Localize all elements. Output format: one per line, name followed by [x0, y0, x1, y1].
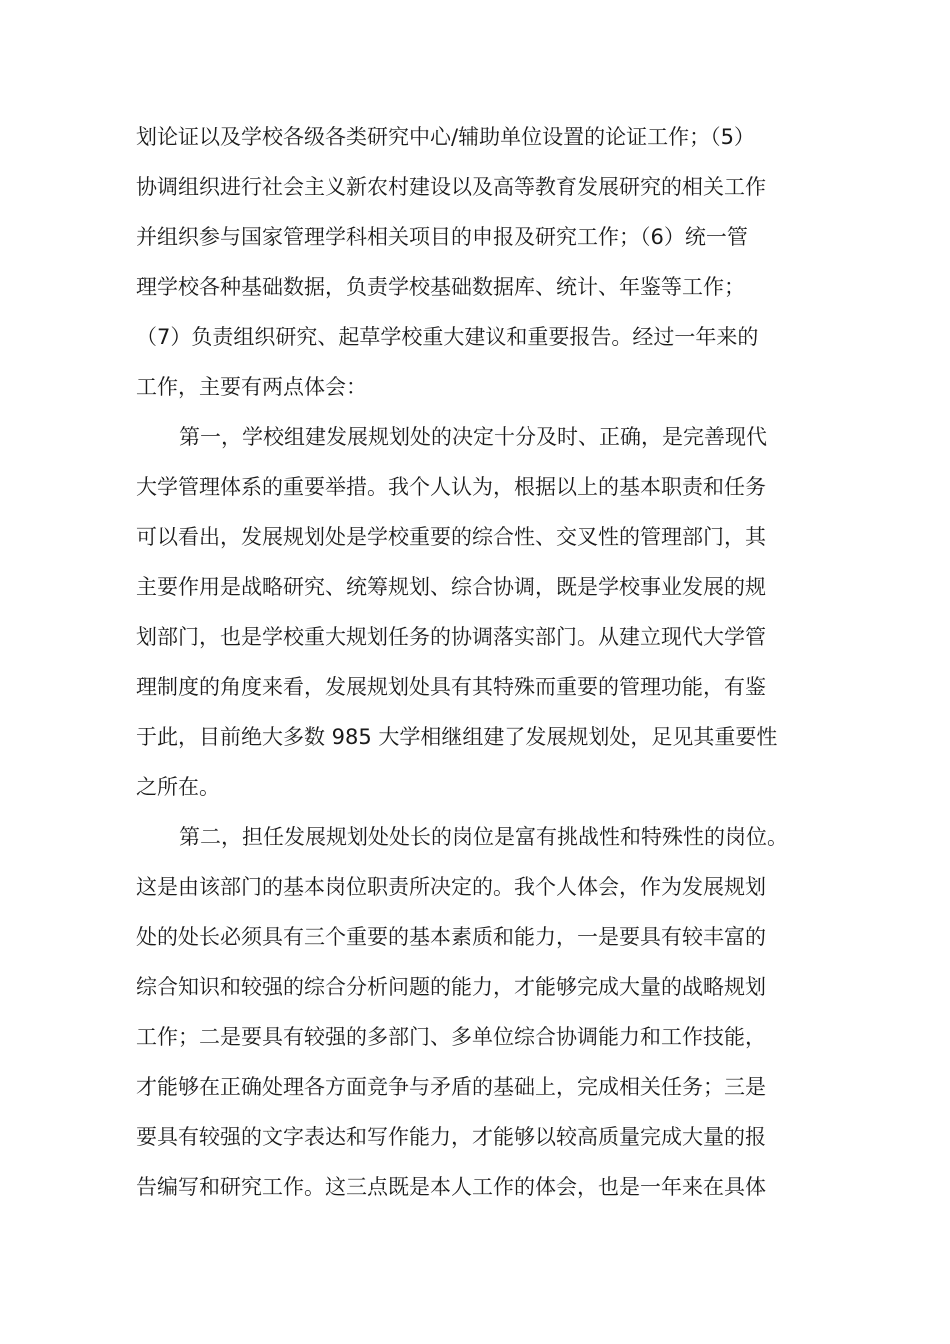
- text-line: 理学校各种基础数据，负责学校基础数据库、统计、年鉴等工作；: [136, 275, 745, 299]
- text-line: 工作，主要有两点体会：: [136, 375, 367, 399]
- text-line: 划部门，也是学校重大规划任务的协调落实部门。从建立现代大学管: [136, 625, 766, 649]
- text-line: 理制度的角度来看，发展规划处具有其特殊而重要的管理功能，有鉴: [136, 675, 766, 699]
- text-line: 并组织参与国家管理学科相关项目的申报及研究工作；（6）统一管: [136, 225, 748, 249]
- text-line: 综合知识和较强的综合分析问题的能力，才能够完成大量的战略规划: [136, 975, 766, 999]
- text-line: 划论证以及学校各级各类研究中心/辅助单位设置的论证工作；（5）: [136, 125, 755, 149]
- text-line: 工作；二是要具有较强的多部门、多单位综合协调能力和工作技能，: [136, 1025, 766, 1049]
- text-line: 可以看出，发展规划处是学校重要的综合性、交叉性的管理部门，其: [136, 525, 766, 549]
- paragraph-first-line: 第一，学校组建发展规划处的决定十分及时、正确，是完善现代: [179, 425, 767, 449]
- document-body: [136, 118, 836, 1218]
- text-line: 告编写和研究工作。这三点既是本人工作的体会，也是一年来在具体: [136, 1175, 766, 1199]
- text-line: 协调组织进行社会主义新农村建设以及高等教育发展研究的相关工作: [136, 175, 766, 199]
- text-line: 要具有较强的文字表达和写作能力，才能够以较高质量完成大量的报: [136, 1125, 766, 1149]
- text-line: 处的处长必须具有三个重要的基本素质和能力，一是要具有较丰富的: [136, 925, 766, 949]
- text-line: 主要作用是战略研究、统筹规划、综合协调，既是学校事业发展的规: [136, 575, 766, 599]
- text-line: 于此，目前绝大多数 985 大学相继组建了发展规划处，足见其重要性: [136, 725, 778, 749]
- text-line: 才能够在正确处理各方面竞争与矛盾的基础上，完成相关任务；三是: [136, 1075, 766, 1099]
- text-line: 大学管理体系的重要举措。我个人认为，根据以上的基本职责和任务: [136, 475, 766, 499]
- text-line: 之所在。: [136, 775, 220, 799]
- text-line: （7）负责组织研究、起草学校重大建议和重要报告。经过一年来的: [136, 325, 759, 349]
- paragraph-first-line: 第二，担任发展规划处处长的岗位是富有挑战性和特殊性的岗位。: [179, 825, 788, 849]
- text-line: 这是由该部门的基本岗位职责所决定的。我个人体会，作为发展规划: [136, 875, 766, 899]
